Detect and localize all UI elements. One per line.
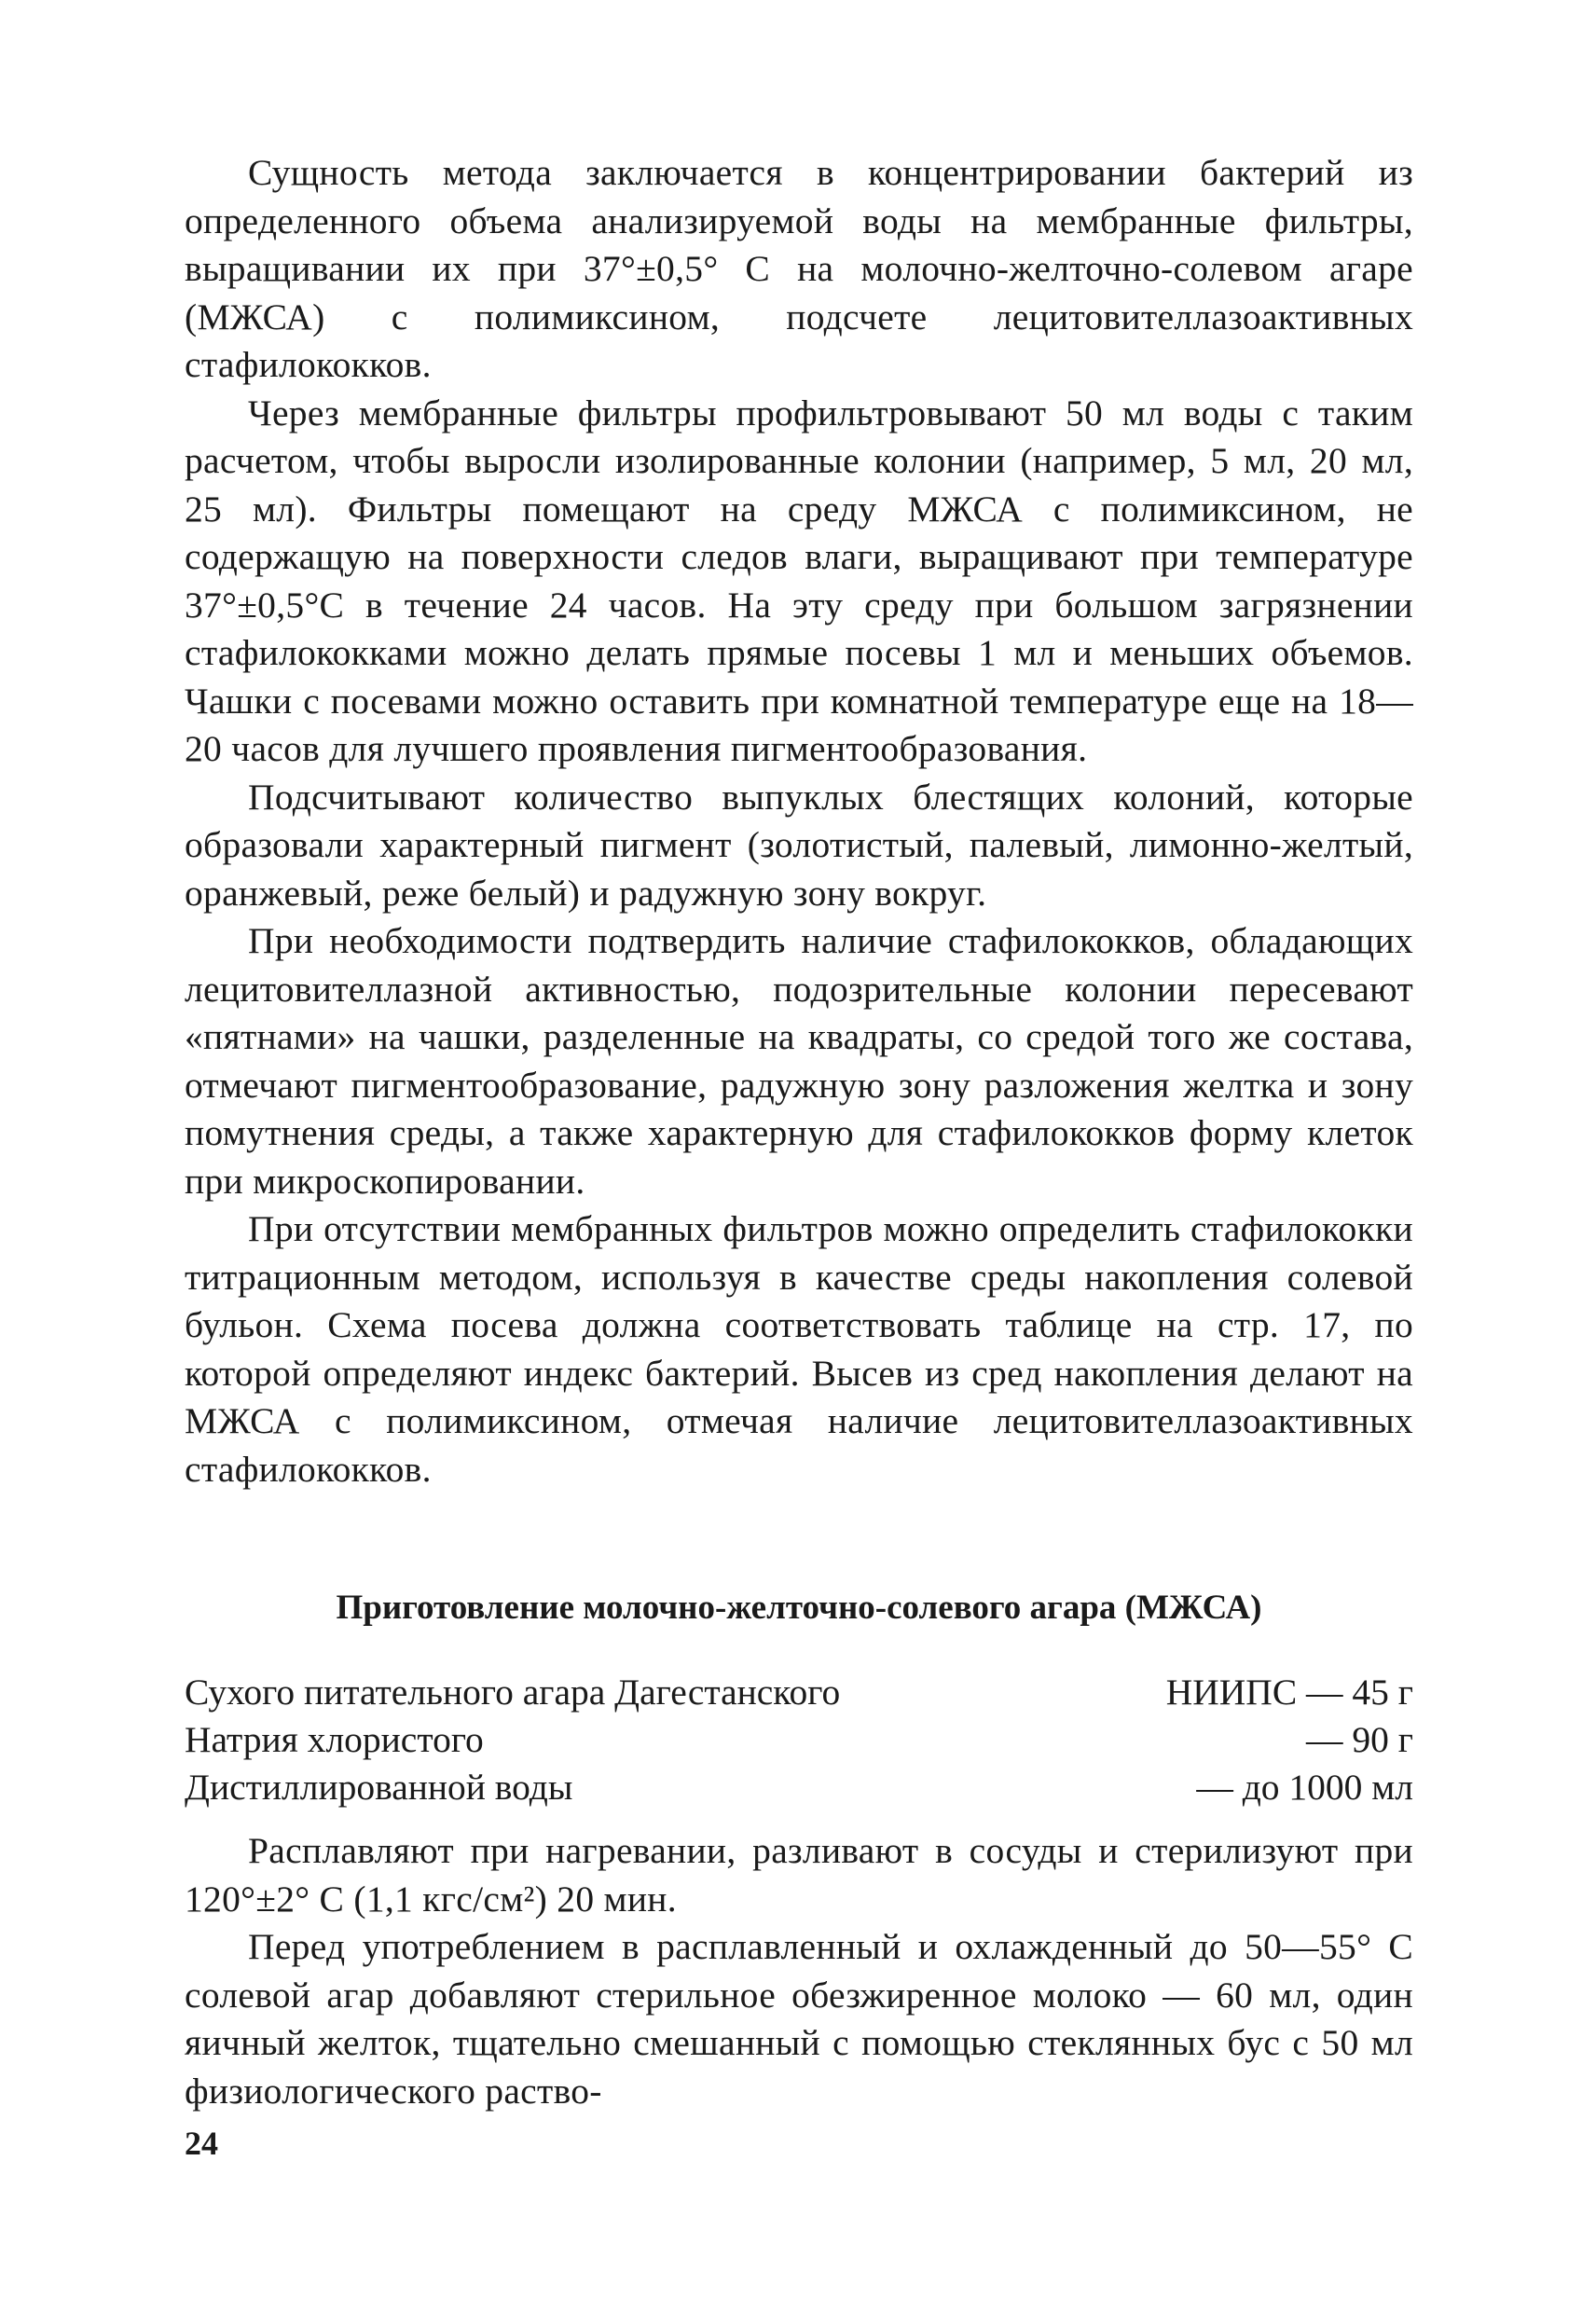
recipe-item-name: Сухого питательного агара Дагестанского [185, 1672, 841, 1713]
section-heading: Приготовление молочно-желточно-солевого агара (МЖСА) [336, 1589, 1262, 1627]
recipe-item-name: Дистиллированной воды [185, 1767, 573, 1808]
paragraph-before-use: Перед употреблением в расплавленный и охлажденный до 50—55° С солевой агар добавляют стерильное обезжиренное молоко — 60 мл, один яичный желток, тщательно смешанный с помощью стеклянных бус с 50 мл физиологического раство- [185, 1926, 1413, 2112]
paragraph-titration-method: При отсутствии мембранных фильтров можно определить стафилококки титрационным методом, используя в качестве среды накопления солевой бульон. Схема посева должна соответствовать таблице на стр. 17, по которой определяют индекс бактерий. Высев из сред накопления делают на МЖСА с полимиксином, отмечая наличие лецитовителлазоактивных стафилококков. [185, 1208, 1413, 1490]
recipe-item-amount: — 90 г [1306, 1719, 1413, 1760]
preparation-text [185, 1827, 1413, 2115]
main-body-text [185, 149, 1413, 1493]
recipe-item-amount: — до 1000 мл [1196, 1767, 1413, 1808]
paragraph-method-essence: Сущность метода заключается в концентрировании бактерий из определенного объема анализируемой воды на мембранные фильтры, выращивании их при 37°±0,5° С на молочно-желточно-солевом агаре (МЖСА) с полимиксином, подсчете лецитовителлазоактивных стафилококков. [185, 152, 1413, 385]
paragraph-sterilization: Расплавляют при нагревании, разливают в сосуды и стерилизуют при 120°±2° С (1,1 кгс/см²) 20 мин. [185, 1830, 1413, 1920]
page-number: 24 [185, 2125, 218, 2162]
recipe-list [185, 1669, 1413, 1811]
recipe-item [185, 1669, 1413, 1716]
paragraph-confirmation: При необходимости подтвердить наличие стафилококков, обладающих лецитовителлазной активностью, подозрительные колонии пересевают «пятнами» на чашки, разделенные на квадраты, со средой того же состава, отмечают пигментообразование, радужную зону разложения желтка и зону помутнения среды, а также характерную для стафилококков форму клеток при микроскопировании. [185, 920, 1413, 1202]
paragraph-colony-count: Подсчитывают количество выпуклых блестящих колоний, которые образовали характерный пигмент (золотистый, палевый, лимонно-желтый, оранжевый, реже белый) и радужную зону вокруг. [185, 776, 1413, 914]
recipe-item [185, 1764, 1413, 1811]
recipe-item [185, 1716, 1413, 1764]
recipe-item-amount: НИИПС — 45 г [1165, 1672, 1413, 1713]
paragraph-filtration: Через мембранные фильтры профильтровывают 50 мл воды с таким расчетом, чтобы выросли изолированные колонии (например, 5 мл, 20 мл, 25 мл). Фильтры помещают на среду МЖСА с полимиксином, не содержащую на поверхности следов влаги, выращивают при температуре 37°±0,5°С в течение 24 часов. На эту среду при большом загрязнении стафилококками можно делать прямые посевы 1 мл и меньших объемов. Чашки с посевами можно оставить при комнатной температуре еще на 18—20 часов для лучшего проявления пигментообразования. [185, 392, 1413, 769]
recipe-item-name: Натрия хлористого [185, 1719, 484, 1760]
